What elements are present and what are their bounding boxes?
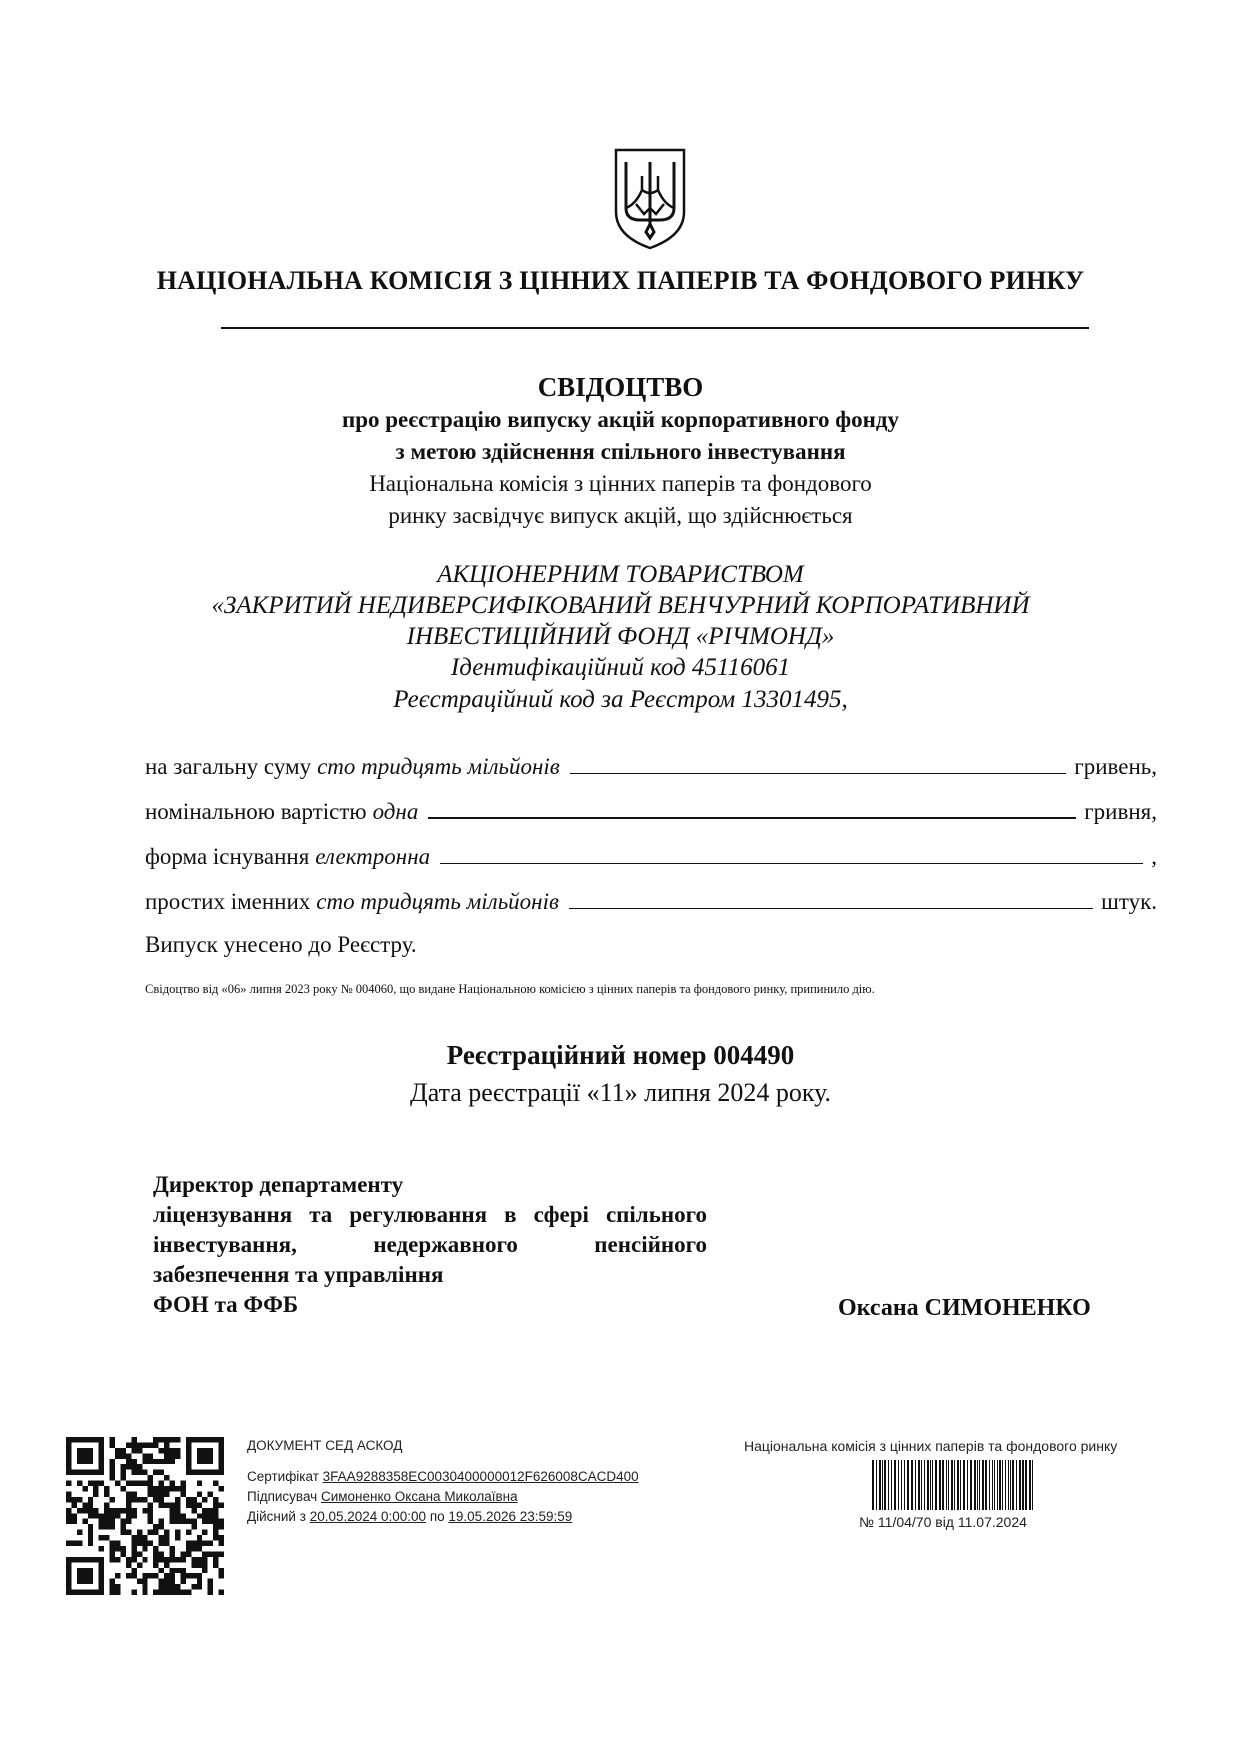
field-unit: , <box>1151 844 1157 869</box>
signer-position-line1: Директор департаменту <box>153 1172 404 1197</box>
signer-value: Симоненко Оксана Миколаївна <box>320 1489 518 1504</box>
signer-label: Підписувач <box>247 1489 318 1504</box>
field-unit: штук. <box>1101 889 1157 914</box>
field-unit: гривня, <box>1084 799 1157 824</box>
certificate-subtitle-line1: про реєстрацію випуску акцій корпоративного фонду <box>341 407 900 432</box>
registration-number: Реєстраційний номер 004490 <box>446 1040 795 1070</box>
fill-line <box>570 773 1066 774</box>
e-signature-certificate <box>247 1469 639 1484</box>
qr-code <box>66 1437 224 1595</box>
signer-position-body: ліцензування та регулювання в сфері спільного інвестування, недержавного пенсійного забезпечення та управління <box>153 1202 707 1287</box>
certificate-text-line2: ринку засвідчує випуск акцій, що здійснюється <box>388 503 853 528</box>
certificate-subtitle-line2: з метою здійснення спільного інвестування <box>395 439 846 464</box>
signer-position <box>153 1170 707 1320</box>
field-label: форма існування <box>145 844 310 869</box>
field-shares-count <box>145 881 1157 915</box>
field-value: електронна <box>315 844 431 869</box>
field-unit: гривень, <box>1074 754 1157 779</box>
header-rule <box>221 327 1089 329</box>
issuer-id-code: Ідентифікаційний код 45116061 <box>450 654 791 681</box>
coat-of-arms-icon <box>612 146 688 250</box>
stamp-number: № 11/04/70 від 11.07.2024 <box>859 1514 1027 1530</box>
registration-date: Дата реєстрації «11» липня 2024 року. <box>409 1078 831 1107</box>
e-signature-signer <box>247 1489 518 1504</box>
registry-entry-note: Випуск унесено до Реєстру. <box>145 932 417 957</box>
field-label: номінальною вартістю <box>145 799 367 824</box>
issuer-name-line1: АКЦІОНЕРНИМ ТОВАРИСТВОМ <box>437 561 804 588</box>
commission-header: НАЦІОНАЛЬНА КОМІСІЯ З ЦІННИХ ПАПЕРІВ ТА ФОНДОВОГО РИНКУ <box>156 266 1085 295</box>
field-label: на загальну суму <box>145 754 312 779</box>
e-doc-label: ДОКУМЕНТ СЕД АСКОД <box>247 1438 403 1453</box>
issuer-name-line2: «ЗАКРИТИЙ НЕДИВЕРСИФІКОВАНИЙ ВЕНЧУРНИЙ КОРПОРАТИВНИЙ <box>211 592 1030 619</box>
field-label: простих іменних <box>145 889 311 914</box>
field-total-amount <box>145 746 1157 780</box>
certificate-title: СВІДОЦТВО <box>537 372 704 402</box>
valid-to: 19.05.2026 23:59:59 <box>448 1509 573 1524</box>
field-value: одна <box>372 799 419 824</box>
terminated-certificate-note: Свідоцтво від «06» липня 2023 року № 004060, що видане Національною комісією з цінних паперів та фондового ринку, припинило дію. <box>145 982 875 996</box>
fill-line <box>428 817 1076 819</box>
field-existence-form <box>145 836 1157 870</box>
certificate-text-line1: Національна комісія з цінних паперів та фондового <box>369 471 872 496</box>
field-value: сто тридцять мільйонів <box>316 889 559 914</box>
stamp-commission: Національна комісія з цінних паперів та фондового ринку <box>744 1438 1118 1454</box>
certificate-label: Сертифікат <box>247 1469 319 1484</box>
signer-position-last: ФОН та ФФБ <box>153 1292 299 1317</box>
field-value: сто тридцять мільйонів <box>317 754 560 779</box>
valid-label: Дійсний з <box>247 1509 306 1524</box>
fill-line <box>440 863 1143 864</box>
fill-line <box>569 908 1093 909</box>
e-signature-validity <box>247 1509 572 1524</box>
signer-name: Оксана СИМОНЕНКО <box>838 1295 1091 1321</box>
valid-mid: по <box>429 1509 445 1524</box>
valid-from: 20.05.2024 0:00:00 <box>309 1509 427 1524</box>
certificate-value: 3FAA9288358EC0030400000012F626008CACD400 <box>322 1469 639 1484</box>
issuer-name-line3: ІНВЕСТИЦІЙНИЙ ФОНД «РІЧМОНД» <box>406 623 835 650</box>
field-nominal-value <box>145 791 1157 825</box>
barcode <box>872 1460 1036 1510</box>
issuer-registry-code: Реєстраційний код за Реєстром 13301495, <box>393 686 848 713</box>
